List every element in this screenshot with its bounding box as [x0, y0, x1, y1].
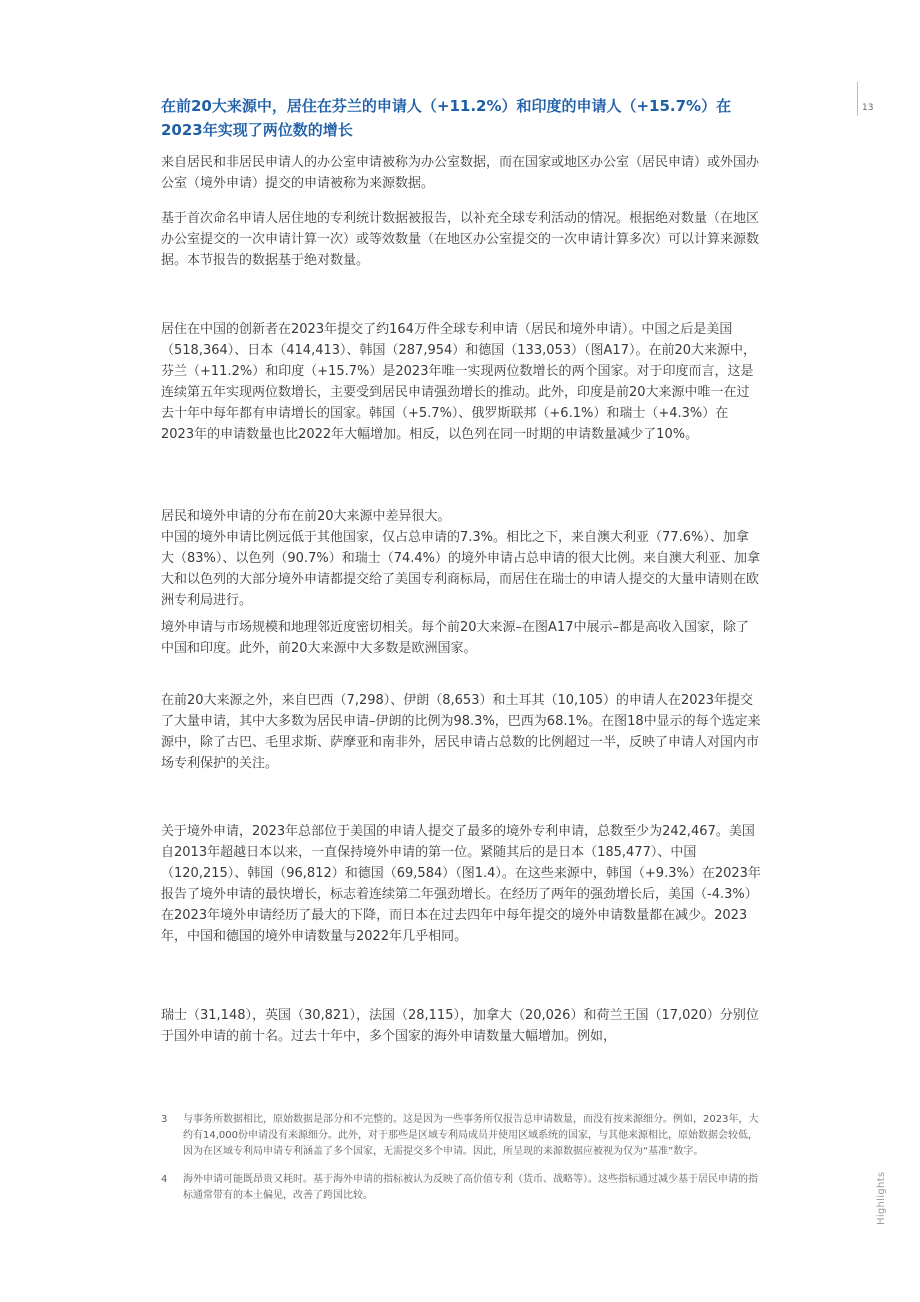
paragraph-abroad-filings	[161, 821, 761, 947]
paragraph-outside-top20	[161, 690, 761, 774]
paragraph-text: 来自居民和非居民申请人的办公室申请被称为办公室数据，而在国家或地区办公室（居民申请）或外国办公室（境外申请）提交的申请被称为来源数据。	[161, 155, 760, 191]
paragraph-text: 居住在中国的创新者在2023年提交了约164万件全球专利申请（居民和境外申请）。中国之后是美国（518,364）、日本（414,413）、韩国（287,954）和德国（133,053）（图A17）。在前20大来源中，芬兰（+11.2%）和印度（+15.7%）是2023年唯一实现两位数增长的两个国家。对于印度而言，这是连续第五年实现两位数增长，主要受到居民申请强劲增长的推动。此外，印度是前20大来源中唯一在过去十年中每年都有申请增长的国家。韩国（+5.7%）、俄罗斯联邦（+6.1%）和瑞士（+4.3%）在2023年的申请数量也比2022年大幅增加。相反，以色列在同一时期的申请数量减少了10%。	[161, 322, 757, 442]
paragraph-origin-data	[161, 208, 761, 271]
footnote-text: 海外申请可能既昂贵又耗时。基于海外申请的指标被认为反映了高价值专利（货币、战略等）。这些指标通过减少基于居民申请的指标通常带有的本土偏见，改善了跨国比较。	[183, 1174, 758, 1201]
footnote-number: 3	[161, 1114, 168, 1125]
paragraph-distribution	[161, 506, 761, 611]
footnote-text: 与事务所数据相比，原始数据是部分和不完整的。这是因为一些事务所仅报告总申请数量，而没有按来源细分。例如，2023年，大约有14,000份申请没有来源细分。此外，对于那些是区域专利局成员并使用区域系统的国家，与其他来源相比，原始数据会较低，因为在区域专利局申请专利涵盖了多个国家，无需提交多个申请。因此，所呈现的来源数据应被视为仅为“基准”数字。	[183, 1114, 759, 1157]
page-number-divider	[857, 82, 858, 116]
paragraph-text: 中国的境外申请比例远低于其他国家，仅占总申请的7.3%。相比之下，来自澳大利亚（77.6%）、加拿大（83%）、以色列（90.7%）和瑞士（74.4%）的境外申请占总申请的很大比例。来自澳大利亚、加拿大和以色列的大部分境外申请都提交给了美国专利商标局，而居住在瑞士的申请人提交的大量申请则在欧洲专利局进行。	[161, 530, 760, 608]
paragraph-text: 瑞士（31,148），英国（30,821），法国（28,115），加拿大（20,026）和荷兰王国（17,020）分别位于国外申请的前十名。过去十年中，多个国家的海外申请数量大幅增加。例如，	[161, 1008, 759, 1044]
page-number: 13	[862, 103, 874, 113]
footnote	[161, 1112, 761, 1160]
footnote	[161, 1172, 761, 1204]
paragraph-text: 基于首次命名申请人居住地的专利统计数据被报告，以补充全球专利活动的情况。根据绝对数量（在地区办公室提交的一次申请计算一次）或等效数量（在地区办公室提交的一次申请计算多次）可以计算来源数据。本节报告的数据基于绝对数量。	[161, 211, 760, 268]
footnote-number: 4	[161, 1174, 168, 1185]
paragraph-market-size	[161, 617, 761, 659]
side-section-label: Highlights	[876, 1171, 887, 1225]
paragraph-top-origins	[161, 319, 761, 445]
paragraph-top-ten-abroad	[161, 1005, 761, 1047]
paragraph-text: 在前20大来源之外，来自巴西（7,298）、伊朗（8,653）和土耳其（10,105）的申请人在2023年提交了大量申请，其中大多数为居民申请–伊朗的比例为98.3%，巴西为68.1%。在图18中显示的每个选定来源中，除了古巴、毛里求斯、萨摩亚和南非外，居民申请占总数的比例超过一半，反映了申请人对国内市场专利保护的关注。	[161, 693, 761, 771]
paragraph-text: 居民和境外申请的分布在前20大来源中差异很大。	[161, 509, 451, 524]
footnotes	[161, 1112, 761, 1204]
paragraph-text: 关于境外申请，2023年总部位于美国的申请人提交了最多的境外专利申请，总数至少为242,467。美国自2013年超越日本以来，一直保持境外申请的第一位。紧随其后的是日本（185,477）、中国（120,215）、韩国（96,812）和德国（69,584）（图1.4）。在这些来源中，韩国（+9.3%）在2023年报告了境外申请的最快增长，标志着连续第二年强劲增长。在经历了两年的强劲增长后，美国（-4.3%）在2023年境外申请经历了最大的下降，而日本在过去四年中每年提交的境外申请数量都在减少。2023年，中国和德国的境外申请数量与2022年几乎相同。	[161, 824, 761, 944]
section-heading: 在前20大来源中，居住在芬兰的申请人（+11.2%）和印度的申请人（+15.7%）在2023年实现了两位数的增长	[161, 97, 732, 139]
paragraph-text: 境外申请与市场规模和地理邻近度密切相关。每个前20大来源–在图A17中展示–都是高收入国家，除了中国和印度。此外，前20大来源中大多数是欧洲国家。	[161, 620, 749, 656]
paragraph-office-data	[161, 152, 761, 194]
